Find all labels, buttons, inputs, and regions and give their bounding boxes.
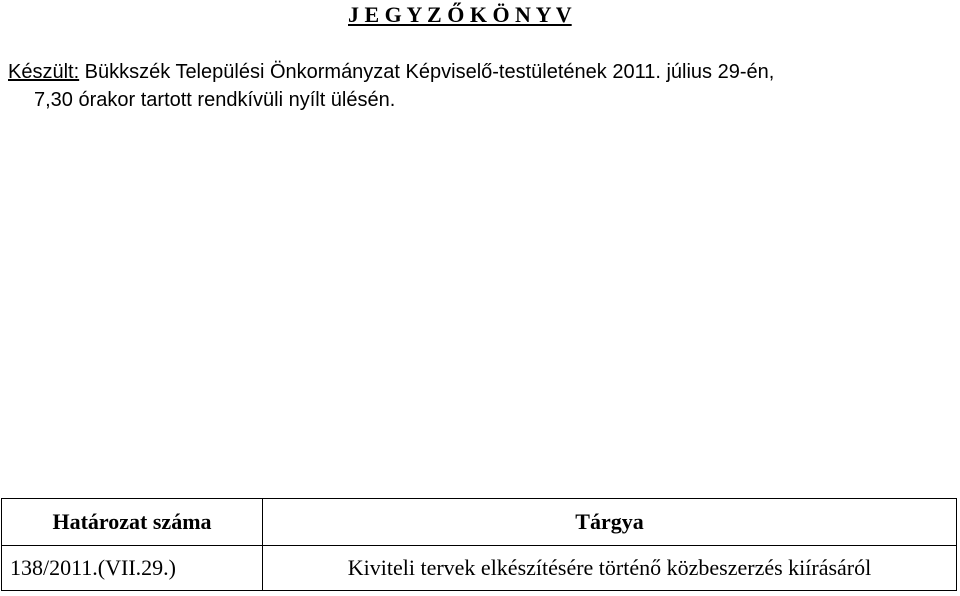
document-title: J E G Y Z Ő K Ö N Y V [348,2,572,27]
header-subject: Tárgya [263,499,957,546]
table-row [2,546,957,591]
header-decision-number: Határozat száma [2,499,263,546]
decision-subject: Kiviteli tervek elkészítésére történő közbeszerzés kiírásáról [263,546,957,591]
meeting-info [8,58,774,84]
made-label: Készült: [8,61,80,83]
made-text: Bükkszék Települési Önkormányzat Képviselő-testületének 2011. július 29-én, [84,61,775,83]
decision-number: 138/2011.(VII.29.) [2,546,263,591]
table-header-row [2,499,957,546]
decisions-table [1,498,957,591]
made-text-continued: 7,30 órakor tartott rendkívüli nyílt ülésén. [34,89,396,111]
